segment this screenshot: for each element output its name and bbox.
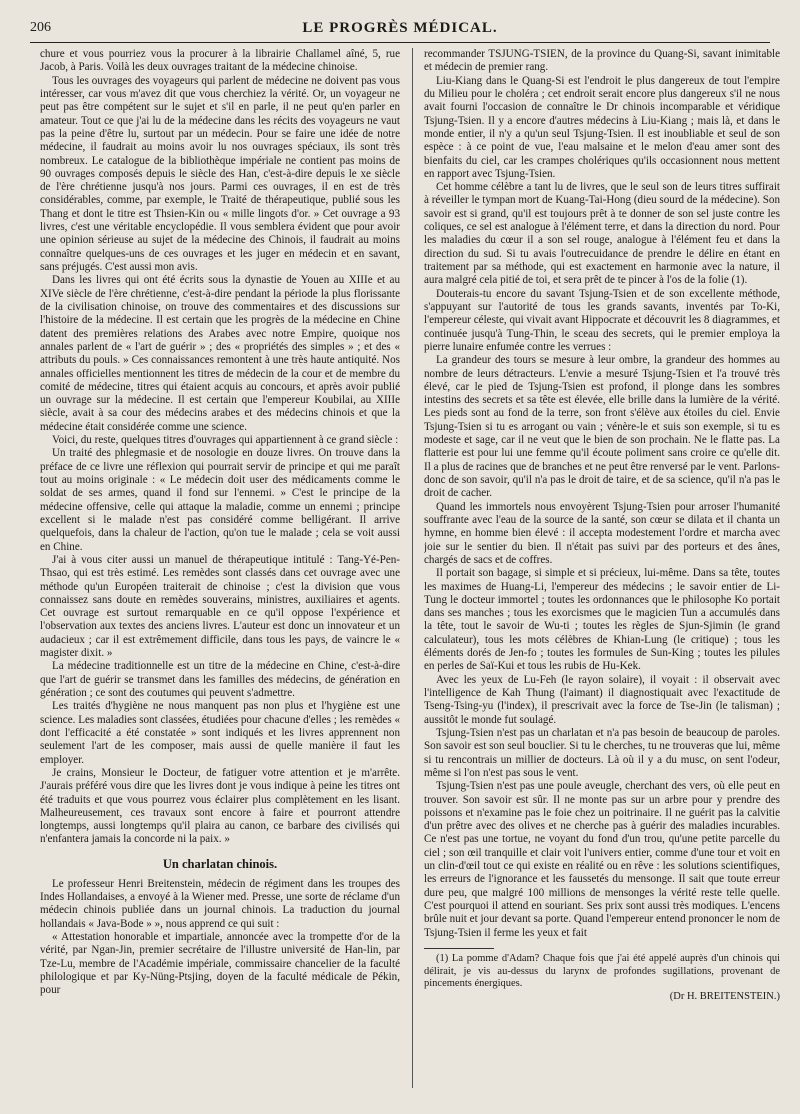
paragraph: recommander TSJUNG-TSIEN, de la province du Quang-Si, savant inimitable et médecin de premier rang. (424, 48, 780, 74)
page-header (30, 20, 770, 43)
paragraph: La grandeur des tours se mesure à leur ombre, la grandeur des hommes au nombre de leurs détracteurs. L'envie a mesuré Tsjung-Tsien et l'a trouvé très élevé, car le pied de Tsjung-Tsien est profond, il plonge dans les sombres intestins des secrets et sa tête est élevée, elle brille dans la lumière de la vérité. Les pieds sont au fond de la terre, son front s'élève aux étoiles du ciel. Envie Tsjung-Tsien si tu es arrogant ou vain ; vénère-le et suis son exemple, si tu es modeste et sage, car il ne veut que le bien de son prochain. Ne le flatte pas. La flatterie est pour lui une femme qu'il écoute poliment sans croire ce qu'elle dit. Il a plus de racines que de branches et ne peut être renversé par le vent. Parlons-donc de son savoir, qu'il n'a pas le droit de taire, et de sa science, qu'il n'a pas le droit de cacher. (424, 354, 780, 500)
signature: (Dr H. BREITENSTEIN.) (669, 990, 780, 1002)
paragraph: Tsjung-Tsien n'est pas une poule aveugle, cherchant des vers, où elle peut en trouver. Son savoir est sûr. Il ne monte pas sur un arbre pour y prendre des poissons et n'examine pas le foie chez un poitrinaire. Il ne guérit pas la calvitie d'un prêtre avec des olives et ne cherche pas à guérir des maladies incurables. Ce n'est pas une tortue, ne voyant du fond d'un trou, qu'une petite parcelle du ciel ; son œil tranquille et clair voit l'univers entier, comme d'une tour et voit en un clin-d'œil tout ce qui existe en réalité ou en rêve : les solutions scientifiques, les erreurs de l'ignorance et les faussetés du mensonge. Il sait que toute erreur dure peu, que malgré 100 millions de mensonges la vérité reste telle quelle. C'est pourquoi il attend en souriant. Ses prix sont aussi très modiques. L'encens brûle nuit et jour devant sa porte. Quand l'empereur entend prononcer le nom de Tsjung-Tsien il ferme les yeux et fait (424, 780, 780, 939)
paragraph: Un traité des phlegmasie et de nosologie en douze livres. On trouve dans la préface de ce livre une réflexion qui pourrait servir de principe et qui me paraît tout au moins originale : « Le médecin doit user des médicaments comme le soldat de ses armes, quand il fond sur l'ennemi. » C'est le principe de la médecine offensive, celle qui attaque la maladie, comme un ennemi ; principe excellent si le malade n'est pas considéré comme belligérant. Il arrive quelquefois, dans la chaleur de l'action, qu'on tue le malade ; cela se voit aussi en Chine. (40, 447, 400, 553)
paragraph: Je crains, Monsieur le Docteur, de fatiguer votre attention et je m'arrête. J'aurais préféré vous dire que les livres dont je vous indique à peine les titres ont été traduits et que vous pourrez vous éclairer plus complètement en les lisant. Malheureusement, ces travaux sont encore à faire et pourront attendre longtemps, aussi longtemps qu'il plaira au canon, ce barbare des civilisés qui n'enfantera jamais la concorde ni la paix. » (40, 766, 400, 846)
paragraph: Voici, du reste, quelques titres d'ouvrages qui appartiennent à ce grand siècle : (52, 434, 399, 447)
running-title: LE PROGRÈS MÉDICAL. (302, 20, 498, 36)
paragraph: Dans les livres qui ont été écrits sous la dynastie de Youen au XIIIe et au XIVe siècle de l'ère chrétienne, c'est-à-dire pendant la période la plus florissante de la civilisation chinoise, on trouve des commentaires et des discussions sur l'histoire de la médecine. Il est certain que les progrès de la médecine en Chine datent des premières relations des Arabes avec notre Empire, quoique nos annales parlent de « l'art de guérir » ; des « propriétés des simples » ; et des « attributs du pouls. » Ces connaissances remontent à une très haute antiquité. Nos annales officielles mentionnent les titres de médecin de la cour et de membre du comité de médecine, titres qui étaient acquis au concours, et après avoir publié un ouvrage sur la médecine. Il est certain que l'empereur Koubilai, au XIIIe siècle, avait à sa cour des médecins arabes et des médecins chinois et que la médecine était considérée comme une science. (40, 274, 400, 433)
section-title: Un charlatan chinois. (162, 856, 278, 871)
left-column (40, 48, 400, 1088)
paragraph: Douterais-tu encore du savant Tsjung-Tsien et de son excellente méthode, s'appuyant sur l'autorité de tous les grands savants, inventés par To-Ki, l'empereur céleste, qui vivait avant Hippocrate et découvrit les 8 diagrammes, et continuée jusqu'à Tung-Thin, le sceau des secrets, qui le premier employa la pierre lunaire enfumée contre les verrues : (424, 287, 780, 353)
paragraph: Tous les ouvrages des voyageurs qui parlent de médecine ne doivent pas vous intéresser, car vous m'avez dit que vous cherchiez la vérité. Or, un voyageur ne peut pas être compétent sur le sujet et s'il en parle, il ne peut qu'en parler en amateur. Tout ce que j'ai lu de la médecine dans les récits des voyageurs ne vaut pas la peine d'être lu, surtout par un médecin. Pour se faire une idée de notre médecine, il faudrait au moins avoir lu nos ouvrages spéciaux, ils sont très nombreux. Le catalogue de la bibliothèque impériale ne contient pas moins de 90 ouvrages composés depuis le siècle des Han, c'est-à-dire depuis le xe siècle de l'ère chrétienne jusqu'à nos jours. Parmi ces ouvrages, il en est de très considérables, comme, par exemple, le Traité de thérapeutique, publié sous les Thang et dont le titre est Thsien-Kin ou « mille lingots d'or. » Cet ouvrage a 93 livres, c'est une véritable encyclopédie. Il vous semblera évident que pour avoir une opinion sérieuse au sujet de la médecine des Chinois, il faudrait au moins connaître quelques-uns de ces ouvrages et les juger en médecin et en savant, sans préjugés. C'est aussi mon avis. (40, 74, 400, 273)
paragraph: Quand les immortels nous envoyèrent Tsjung-Tsien pour arroser l'humanité souffrante avec l'eau de la source de la santé, son cœur se dilata et il chanta un hymne, en homme bien élevé : il accepta modestement l'ordre et marcha avec joie sur le sentier du bien. Il n'était pas suivi par des porteurs et des ânes, chargés de sacs et de coffres. (424, 500, 780, 566)
paragraph: J'ai à vous citer aussi un manuel de thérapeutique intitulé : Tang-Yé-Pen-Thsao, qui est très estimé. Les remèdes sont classés dans cet ouvrage avec une méthode qu'un Européen traiterait de chinoise ; c'est la division que vous connaissez sans doute en remèdes souverains, ministres, auxiliaires et agents. Cet ouvrage est surtout remarquable en ce qu'il oppose l'expérience et l'observation aux textes des anciens livres. L'auteur est donc un innovateur et un audacieux ; car il est extrêmement difficile, dans tous les pays, de vaincre le « magister dixit. » (40, 553, 400, 660)
footnote-rule (424, 948, 494, 949)
paragraph: La médecine traditionnelle est un titre de la médecine en Chine, c'est-à-dire que l'art de guérir se transmet dans les familles des médecins, de génération en génération ; ce sont des coutumes qui peuvent s'admettre. (40, 660, 400, 699)
paragraph: Cet homme célèbre a tant lu de livres, que le seul son de leurs titres suffirait à réveiller le tympan mort de Kuang-Tai-Hong (dieu sourd de la médecine). Son savoir est si grand, qu'il est toujours prêt à te donner de son sel juste contre les coliques, ce sel est analogue à l'élément terre, et dans la direction du nord. Pour les maladies du cœur il a son sel rouge, analogue à l'élément feu et dans la direction du sud. Si tu avais l'outrecuidance de prendre le délire en étant en traitement par sa méthode, qui est exactement en harmonie avec la nature, il aura malgré cela pitié de toi, et sera prêt de te pincer à l'os de la folie (1). (424, 181, 780, 287)
paragraph: Les traités d'hygiène ne nous manquent pas non plus et l'hygiène est une science. Les maladies sont classées, étudiées pour chacune d'elles ; les remèdes « dont l'efficacité a été constatée » sont indiqués et les livres apprennent non seulement l'art de les composer, mais aussi de quelle manière il faut les employer. (40, 700, 400, 766)
column-divider (412, 48, 413, 1088)
paragraph: Tsjung-Tsien n'est pas un charlatan et n'a pas besoin de beaucoup de paroles. Son savoir est son seul bouclier. Si tu le cherches, tu ne trouveras que lui, même si tu rencontrais un millier de docteurs. Là où il y a du musc, on sent l'odeur, même si l'on n'est pas sous le vent. (424, 726, 780, 779)
paragraph: Liu-Kiang dans le Quang-Si est l'endroit le plus dangereux de tout l'empire du Milieu pour le choléra ; cet endroit serait encore plus dangereux s'il ne nous avait fourni l'occasion de connaître le Dr chinois incomparable et véridique Tsjung-Tsien. Il y a encore d'autres médecins à Liu-Kiang ; mais là, et dans le monde entier, il n'y a qu'un seul Tsjung-Tsien. Il est inoubliable et seul de son espèce : à ce point de vue, l'eau malsaine et le melon d'eau amer sont des bienfaits du ciel, car les crampes cholériques qu'ils occasionnent nous mettent en rapport avec Tsjung-Tsien. (424, 74, 780, 180)
paragraph: Il portait son bagage, si simple et si précieux, lui-même. Dans sa tête, toutes les maximes de Huang-Li, l'empereur des médecins ; le savoir entier de Li-Tung le docteur immortel ; toutes les ordonnances que le philosophe Ko portait dans ses manches ; tous les exorcismes que le magicien Tun a accumulés dans la tête, tout le savoir de Wu-ti ; toutes les règles de Sjun-Sjimin (le grand calculateur), tous les mots célèbres de Khian-Lung (le critique) ; tous les éléments dorés de Jen-fo ; toutes les formules de Sun-King ; toutes les pilules en perles de Saï-Kui et tous les rubis de Hu-Kek. (424, 567, 780, 673)
footnote: (1) La pomme d'Adam? Chaque fois que j'ai été appelé auprès d'un chinois qui délirait, je vis au-dessus du larynx de profondes sugillations, provenant de pincements énergiques. (424, 952, 780, 990)
paragraph: Avec les yeux de Lu-Feh (le rayon solaire), il voyait : il observait avec l'intelligence de Kah Thung (l'aimant) il diagnostiquait avec l'exactitude de Tseng-Tsing-yu (l'index), il prescrivait avec la force de Tse-Jin (le talisman) ; aussitôt le monde fut soulagé. (424, 673, 780, 726)
paragraph: chure et vous pourriez vous la procurer à la librairie Challamel aîné, 5, rue Jacob, à Paris. Voilà les deux ouvrages traitant de la médecine chinoise. (40, 48, 400, 74)
right-column (424, 48, 780, 1088)
paragraph: Le professeur Henri Breitenstein, médecin de régiment dans les troupes des Indes Hollandaises, a envoyé à la Wiener med. Presse, une sorte de réclame d'un médecin chinois publiée dans un journal chinois. La traduction du journal hollandais « Java-Bode » », nous apprend ce qui suit : (40, 877, 400, 930)
paragraph: « Attestation honorable et impartiale, annoncée avec la trompette d'or de la vérité, par Ngan-Jin, premier secrétaire de l'illustre université de Han-lin, par Tze-Lu, membre de l'Académie impériale, commissaire chancelier de la faculté philologique et par Ky-Nüng-Ptsjing, doyen de la faculté médicale de Pékin, pour (40, 931, 400, 997)
page-number: 206 (30, 20, 51, 35)
